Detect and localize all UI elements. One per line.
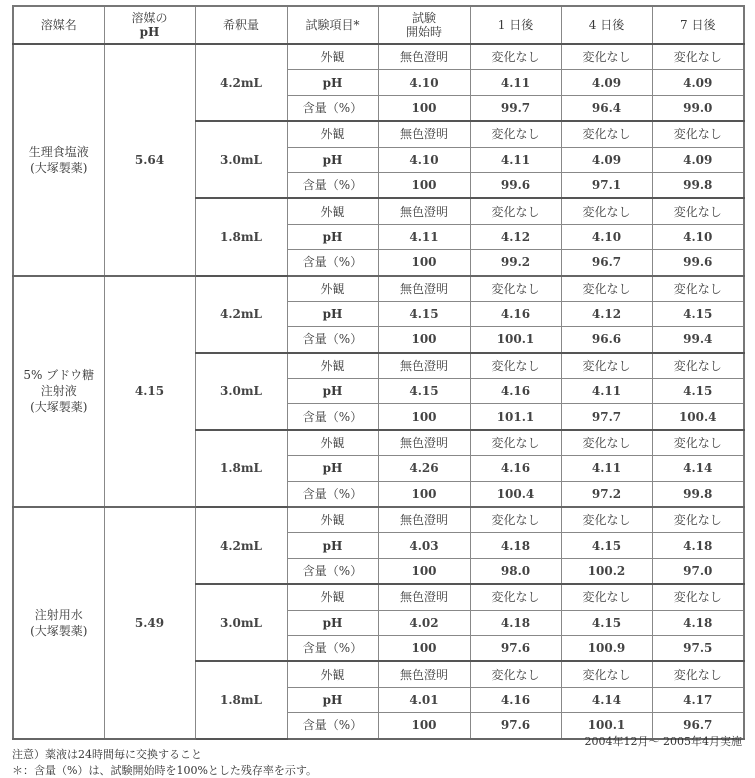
value-day1: 99.7 [470,95,561,121]
value-day7: 99.8 [652,172,744,198]
value-start: 4.15 [378,301,470,326]
value-day1: 変化なし [470,353,561,379]
value-start: 100 [378,635,470,661]
value-day7: 変化なし [652,584,744,610]
test-item: 外観 [287,661,378,687]
note-content-definition: ＊：含量（%）は、試験開始時を100%とした残存率を示す。 [12,764,318,777]
dilution-volume: 1.8mL [195,430,287,507]
value-day4: 96.6 [561,327,652,353]
test-item: 含量（%） [287,481,378,507]
header-row [13,6,744,44]
table-body [13,44,744,739]
value-day1: 4.18 [470,610,561,635]
value-day7: 99.4 [652,327,744,353]
value-day1: 99.6 [470,172,561,198]
value-start: 100 [378,327,470,353]
value-day7: 変化なし [652,44,744,70]
test-item: 外観 [287,507,378,533]
value-day4: 4.15 [561,610,652,635]
value-day4: 4.10 [561,224,652,249]
value-start: 4.10 [378,147,470,172]
solvent-name: 5% ブドウ糖 注射液 (大塚製薬) [13,276,104,508]
value-day7: 4.15 [652,379,744,404]
test-period: 2004年12月～ 2005年4月実施 [584,735,742,748]
test-item: 含量（%） [287,327,378,353]
value-start: 4.03 [378,533,470,558]
value-day7: 変化なし [652,276,744,302]
value-day1: 変化なし [470,198,561,224]
value-day1: 97.6 [470,713,561,739]
value-start: 100 [378,558,470,584]
value-start: 100 [378,713,470,739]
value-day4: 変化なし [561,507,652,533]
value-day4: 4.15 [561,533,652,558]
value-start: 4.15 [378,379,470,404]
value-start: 無色澄明 [378,661,470,687]
test-item: pH [287,224,378,249]
value-day1: 変化なし [470,584,561,610]
value-day1: 4.16 [470,301,561,326]
value-start: 無色澄明 [378,353,470,379]
value-day4: 96.7 [561,250,652,276]
value-day1: 変化なし [470,430,561,456]
value-day4: 4.11 [561,379,652,404]
value-start: 無色澄明 [378,276,470,302]
value-day7: 4.18 [652,533,744,558]
value-day4: 変化なし [561,353,652,379]
dilution-volume: 3.0mL [195,353,287,430]
value-day1: 100.4 [470,481,561,507]
value-day1: 101.1 [470,404,561,430]
value-day7: 変化なし [652,121,744,147]
value-day7: 4.09 [652,147,744,172]
test-item: 外観 [287,353,378,379]
value-day1: 変化なし [470,44,561,70]
value-day7: 4.14 [652,456,744,481]
value-start: 100 [378,481,470,507]
value-day4: 変化なし [561,661,652,687]
test-item: pH [287,301,378,326]
value-day4: 変化なし [561,430,652,456]
value-day1: 変化なし [470,121,561,147]
table-row [13,44,744,70]
value-day4: 97.7 [561,404,652,430]
value-day7: 4.10 [652,224,744,249]
test-item: 外観 [287,121,378,147]
value-day1: 4.16 [470,379,561,404]
test-item: 含量（%） [287,635,378,661]
value-day4: 4.11 [561,456,652,481]
solvent-name: 注射用水 (大塚製薬) [13,507,104,739]
test-item: 外観 [287,198,378,224]
test-item: 外観 [287,276,378,302]
value-day1: 100.1 [470,327,561,353]
test-item: pH [287,687,378,712]
value-day7: 99.6 [652,250,744,276]
value-day1: 4.16 [470,456,561,481]
solvent-name: 生理食塩液 (大塚製薬) [13,44,104,276]
test-item: 含量（%） [287,713,378,739]
dilution-volume: 4.2mL [195,507,287,584]
value-day1: 98.0 [470,558,561,584]
value-day1: 4.12 [470,224,561,249]
value-start: 無色澄明 [378,430,470,456]
header-day1: 1 日後 [470,6,561,44]
test-item: 外観 [287,44,378,70]
value-start: 無色澄明 [378,584,470,610]
test-item: pH [287,610,378,635]
value-day4: 変化なし [561,121,652,147]
value-day4: 100.1 [561,713,652,739]
header-day4: 4 日後 [561,6,652,44]
dilution-volume: 1.8mL [195,661,287,738]
dilution-volume: 4.2mL [195,276,287,353]
value-day7: 変化なし [652,661,744,687]
value-start: 4.01 [378,687,470,712]
test-item: 含量（%） [287,404,378,430]
value-day4: 97.2 [561,481,652,507]
test-item: 外観 [287,430,378,456]
value-day7: 4.09 [652,70,744,95]
value-start: 無色澄明 [378,507,470,533]
value-day1: 変化なし [470,661,561,687]
solvent-ph: 5.49 [104,507,195,739]
value-start: 100 [378,172,470,198]
value-day4: 4.09 [561,147,652,172]
value-day4: 4.14 [561,687,652,712]
dilution-volume: 3.0mL [195,584,287,661]
test-item: pH [287,379,378,404]
test-item: 外観 [287,584,378,610]
dilution-volume: 3.0mL [195,121,287,198]
value-day1: 4.11 [470,70,561,95]
value-day4: 4.09 [561,70,652,95]
value-day1: 99.2 [470,250,561,276]
value-day4: 変化なし [561,44,652,70]
value-start: 無色澄明 [378,44,470,70]
value-start: 無色澄明 [378,121,470,147]
solvent-ph: 4.15 [104,276,195,508]
dilution-volume: 4.2mL [195,44,287,121]
value-start: 4.26 [378,456,470,481]
value-day7: 100.4 [652,404,744,430]
test-item: pH [287,533,378,558]
value-day7: 変化なし [652,507,744,533]
test-item: pH [287,456,378,481]
value-start: 4.10 [378,70,470,95]
header-start: 試験 開始時 [378,6,470,44]
value-day4: 4.12 [561,301,652,326]
value-day7: 4.18 [652,610,744,635]
table-row [13,276,744,302]
header-solvent-name: 溶媒名 [13,6,104,44]
value-day4: 100.9 [561,635,652,661]
value-day7: 96.7 [652,713,744,739]
value-day4: 変化なし [561,584,652,610]
value-day7: 変化なし [652,353,744,379]
value-day7: 99.8 [652,481,744,507]
solvent-ph: 5.64 [104,44,195,276]
value-start: 100 [378,404,470,430]
value-day7: 変化なし [652,198,744,224]
value-day4: 100.2 [561,558,652,584]
value-day1: 変化なし [470,507,561,533]
table-row [13,507,744,533]
test-item: pH [287,70,378,95]
value-day4: 変化なし [561,198,652,224]
value-day4: 97.1 [561,172,652,198]
header-day7: 7 日後 [652,6,744,44]
value-day7: 4.15 [652,301,744,326]
test-item: 含量（%） [287,250,378,276]
test-item: 含量（%） [287,172,378,198]
value-start: 100 [378,250,470,276]
note-exchange: 注意）薬液は24時間毎に交換すること [12,748,202,761]
value-day4: 変化なし [561,276,652,302]
header-solvent-ph: 溶媒の pH [104,6,195,44]
header-dilution: 希釈量 [195,6,287,44]
value-day1: 4.16 [470,687,561,712]
value-day7: 97.5 [652,635,744,661]
header-test-item: 試験項目* [287,6,378,44]
value-day4: 96.4 [561,95,652,121]
value-day1: 97.6 [470,635,561,661]
value-day7: 4.17 [652,687,744,712]
value-start: 無色澄明 [378,198,470,224]
value-day7: 99.0 [652,95,744,121]
value-day1: 4.11 [470,147,561,172]
value-start: 4.02 [378,610,470,635]
dilution-volume: 1.8mL [195,198,287,275]
value-day7: 変化なし [652,430,744,456]
value-start: 4.11 [378,224,470,249]
value-day7: 97.0 [652,558,744,584]
value-day1: 4.18 [470,533,561,558]
test-item: pH [287,147,378,172]
test-item: 含量（%） [287,95,378,121]
test-item: 含量（%） [287,558,378,584]
value-day1: 変化なし [470,276,561,302]
value-start: 100 [378,95,470,121]
stability-table [12,5,745,740]
